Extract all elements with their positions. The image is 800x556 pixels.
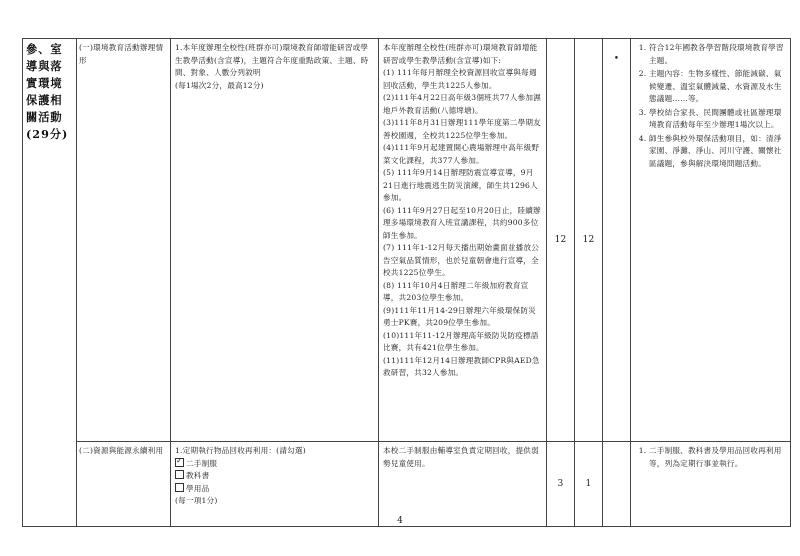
page-number: 4	[397, 516, 403, 526]
evidence-line: (1) 111年每月辦理全校資源回收宣導與每週回收活動，學生共1225人參加。	[383, 68, 537, 90]
bullet-mark: •	[613, 54, 620, 64]
sub-item-1	[77, 39, 171, 442]
note-item: 1. 符合12年國教各學習階段環境教育學習主題。	[649, 42, 786, 67]
evidence-line: 本校二手制服由輔導室負責定期回收，提供弱勢兒童使用。	[383, 446, 539, 468]
checkbox-label: 二手制服	[186, 458, 218, 468]
checkbox-uniform[interactable]	[175, 458, 374, 471]
checkbox-label: 教科書	[186, 471, 210, 480]
sub-item-2-label: (二)資源與能源永續利用	[79, 446, 164, 455]
evidence-line: (8) 111年10月4日辦理二年級加府教育宣導，共203位學生參加。	[383, 280, 529, 302]
criteria-1-line: (每1場次2分，最高12分)	[175, 80, 264, 90]
mark-cell-2	[603, 442, 631, 527]
criteria-1	[171, 39, 379, 442]
evaluation-table	[22, 38, 790, 526]
notes-2	[631, 442, 791, 527]
notes-1	[631, 39, 791, 442]
evidence-1	[379, 39, 547, 442]
criteria-2-intro: 1.定期執行物品回收再利用：(請勾選)	[175, 446, 306, 455]
evidence-line: (6) 111年9月27日起至10月20日止，陸續辦理多場環境教育入班宣講課程，共約900多位師生參加。	[383, 205, 541, 240]
evidence-line: 本年度辦理全校性(班群亦可)環境教育師增能研習或學生教學活動(含宣導)如下:	[383, 43, 538, 65]
sub-item-1-label: (一)環境教育活動辦理情形	[79, 43, 164, 65]
evidence-line: (4)111年9月起建置開心農場辦理中高年級野菜文化課程，共377人參加。	[383, 143, 540, 165]
category-cell	[23, 39, 77, 527]
mark-cell-1	[603, 39, 631, 442]
note-item: 3. 學校結合家長、民間團體或社區辦理環境教育活動每年至少辦理1場次以上。	[649, 107, 786, 132]
note-item: 1. 二手制服、教科書及學用品回收再利用等，列為定期行事並執行。	[649, 445, 786, 470]
note-item: 4. 師生參與校外環保活動項目，如：清淨家園、淨灘、淨山、河川守護、關懷社區議題，參與解決環境問題活動。	[649, 133, 786, 171]
criteria-1-line: 1.本年度辦理全校性(班群亦可)環境教育師增能研習或學生教學活動(含宣導)，主題符合年度重點政策、主題、時間、對象、人數分列敘明	[175, 43, 369, 77]
evidence-line: (3)111年8月31日辦理111學年度第二學期友善校園週，全校共1225位學生參加。	[383, 118, 541, 140]
evidence-2	[379, 442, 547, 527]
evidence-line: (10)111年11-12月辦理高年級防災防疫標語比賽，共有421位學生參加。	[383, 330, 539, 352]
category-title: 參、室導與落實環境保護相關活動(29分)	[26, 42, 69, 141]
evidence-line: (5) 111年9月14日辦理防震宣導宣導，9月21日進行地震逃生防災演練，師生共1296人參加。	[383, 168, 538, 202]
checkbox-empty-icon	[175, 470, 184, 479]
review-score-2: 1	[575, 442, 603, 527]
criteria-2-note: (每一項1分)	[175, 496, 218, 505]
self-score-1: 12	[547, 39, 575, 442]
checkbox-checked-icon	[175, 458, 184, 467]
evidence-line: (9)111年11月14-29日辦理六年級環保防災勇士PK賽，共209位學生參加。	[383, 305, 536, 327]
checkbox-textbook[interactable]	[175, 470, 374, 483]
sub-item-2	[77, 442, 171, 527]
self-score-2: 3	[547, 442, 575, 527]
evidence-line: (2)111年4月22日高年級3個班共77人參加濕地戶外教育活動(八德埤塘)。	[383, 93, 541, 115]
evidence-line: (11)111年12月14日辦理教師CPR與AED急救研習，共32人參加。	[383, 355, 540, 377]
checkbox-supplies[interactable]	[175, 483, 374, 496]
checkbox-empty-icon	[175, 483, 184, 492]
note-item: 2. 主題內容：生物多樣性、節能減碳、氣候變遷、溫室氣體減量、水資源及水生態議題……等。	[649, 68, 786, 106]
checkbox-label: 學用品	[186, 483, 210, 493]
review-score-1: 12	[575, 39, 603, 442]
criteria-2	[171, 442, 379, 527]
evidence-line: (7) 111年1-12月每天播出期始畫面並播放公告空氣品質情形，也於兒童朝會進行宣導，全校共1225位學生。	[383, 243, 540, 277]
